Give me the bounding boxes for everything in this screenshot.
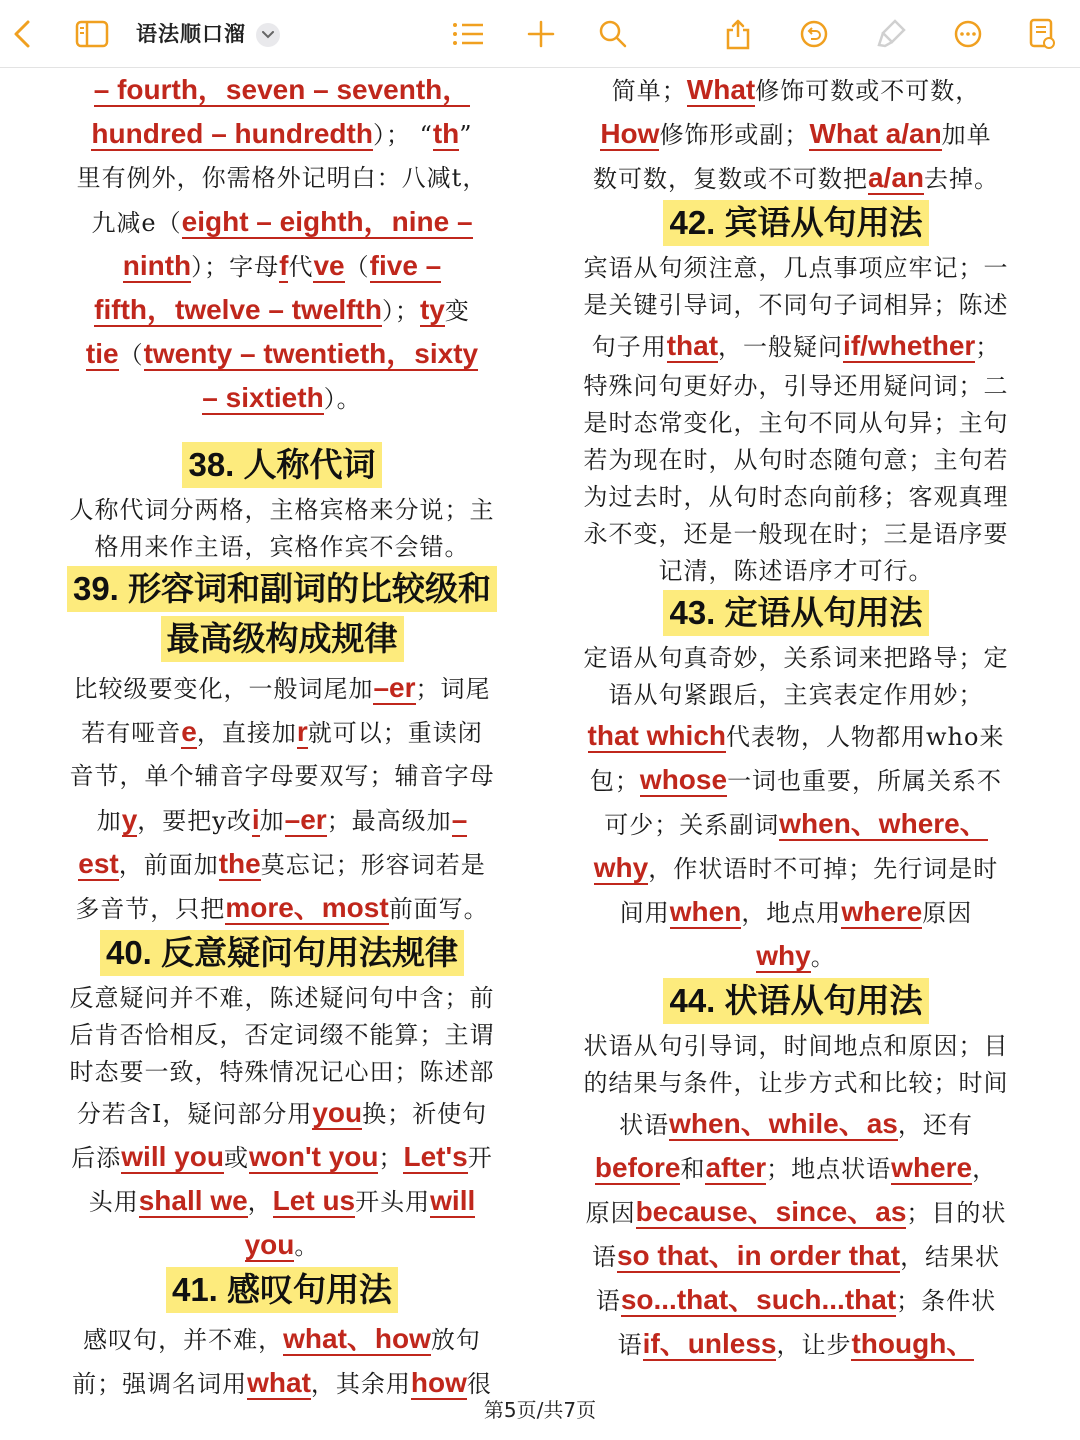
chinese-text: 一词也重要，所属关系不 xyxy=(727,767,1003,795)
english-term: ve xyxy=(313,250,345,281)
section-heading-text: 38. 人称代词 xyxy=(182,442,381,488)
english-term: when、where、 xyxy=(779,808,988,839)
text-line xyxy=(556,324,1036,368)
chinese-text: ；地点状语 xyxy=(766,1155,892,1183)
chinese-text: 里有例外，你需格外记明白：八减t， xyxy=(76,164,488,192)
text-line xyxy=(42,1179,522,1223)
english-term: tie xyxy=(85,338,119,369)
english-term: f xyxy=(279,250,289,281)
chinese-text: ， xyxy=(247,1188,273,1216)
section-heading xyxy=(42,1267,522,1317)
section-heading xyxy=(42,442,522,492)
chinese-text: 格用来作主语，宾格作宾不会错。 xyxy=(94,533,470,561)
english-term: why xyxy=(593,852,649,883)
more-icon[interactable] xyxy=(948,14,988,54)
english-term: will xyxy=(430,1185,476,1216)
english-term: est xyxy=(78,848,119,879)
text-line xyxy=(556,250,1036,287)
chinese-text: 状语 xyxy=(619,1111,670,1139)
chinese-text: ）； xyxy=(381,297,420,325)
undo-icon[interactable] xyxy=(794,14,834,54)
chinese-text: ，直接加 xyxy=(196,719,297,747)
text-line xyxy=(556,802,1036,846)
chinese-text: 代表物，人物都用who来 xyxy=(726,723,1005,751)
chinese-text: 反意疑问并不难，陈述疑问句中含；前 xyxy=(69,984,495,1012)
text-line xyxy=(556,368,1036,405)
chinese-text: 开 xyxy=(467,1144,493,1172)
text-line xyxy=(42,666,522,710)
chinese-text: 后肯否恰相反，否定词缀不能算；主谓 xyxy=(69,1021,495,1049)
share-icon[interactable] xyxy=(718,14,758,54)
chinese-text: ）。 xyxy=(323,385,362,413)
chinese-text: 放句 xyxy=(430,1326,481,1354)
chinese-text: 语 xyxy=(595,1287,621,1315)
english-term: where xyxy=(891,1152,973,1183)
english-term: what、how xyxy=(283,1323,431,1354)
chinese-text: 为过去时，从句时态向前移；客观真理 xyxy=(583,483,1009,511)
text-line xyxy=(556,1190,1036,1234)
english-term: ty xyxy=(419,294,445,325)
english-term: whose xyxy=(639,764,728,795)
english-term: th xyxy=(432,118,460,149)
section-heading-text: 41. 感叹句用法 xyxy=(166,1267,398,1313)
chinese-text: ，还有 xyxy=(897,1111,973,1139)
text-line xyxy=(556,677,1036,714)
section-heading-text: 42. 宾语从句用法 xyxy=(663,200,928,246)
search-icon[interactable] xyxy=(593,14,633,54)
text-line xyxy=(42,754,522,798)
chinese-text: 。 xyxy=(810,943,836,971)
english-term: e xyxy=(181,716,197,747)
english-term: you xyxy=(244,1229,295,1260)
text-line xyxy=(556,516,1036,553)
chinese-text: 原因 xyxy=(922,899,973,927)
plus-icon[interactable] xyxy=(521,14,561,54)
chinese-text: 前；强调名词用 xyxy=(72,1370,248,1398)
text-line xyxy=(556,1278,1036,1322)
text-line xyxy=(42,710,522,754)
english-term: How xyxy=(600,118,660,149)
english-term: the xyxy=(218,848,261,879)
chinese-text: 加 xyxy=(259,807,285,835)
english-term: if/whether xyxy=(843,330,976,361)
chinese-text: 语从句紧跟后，主宾表定作用妙； xyxy=(608,681,984,709)
page-indicator: 第5页/共7页 xyxy=(483,1398,597,1422)
chinese-text: 时态要一致，特殊情况记心田；陈述部 xyxy=(69,1058,495,1086)
english-term: so...that、such...that xyxy=(620,1284,897,1315)
chinese-text: （ xyxy=(344,253,370,281)
text-line xyxy=(42,112,522,156)
section-heading-text: 40. 反意疑问句用法规律 xyxy=(100,930,464,976)
text-line xyxy=(556,1322,1036,1366)
chinese-text: ，其余用 xyxy=(310,1370,411,1398)
english-term: – sixtieth xyxy=(202,382,324,413)
text-line xyxy=(42,376,522,420)
toolbar xyxy=(0,0,1080,68)
english-term: when、while、as xyxy=(669,1108,898,1139)
english-term: will you xyxy=(121,1141,224,1172)
text-line xyxy=(556,156,1036,200)
english-term: more、most xyxy=(225,892,389,923)
english-term: because、since、as xyxy=(635,1196,907,1227)
chinese-text: 分若含I，疑问部分用 xyxy=(76,1100,313,1128)
text-line xyxy=(42,886,522,930)
chevron-down-icon[interactable] xyxy=(256,23,280,47)
english-term: when xyxy=(669,896,742,927)
chinese-text: 九减e（ xyxy=(91,209,182,237)
text-line xyxy=(42,244,522,288)
english-term: –er xyxy=(284,804,327,835)
chinese-text: （ xyxy=(118,341,144,369)
chinese-text: 句子用 xyxy=(591,333,667,361)
chinese-text: ； xyxy=(975,333,1001,361)
chinese-text: 很 xyxy=(466,1370,492,1398)
text-line xyxy=(556,287,1036,324)
english-term: though、 xyxy=(851,1328,975,1359)
chinese-text: 后添 xyxy=(71,1144,122,1172)
chinese-text: 永不变，还是一般现在时；三是语序要 xyxy=(583,520,1009,548)
english-term: won't you xyxy=(248,1141,379,1172)
chinese-text: ，要把y改 xyxy=(137,807,252,835)
text-line xyxy=(42,529,522,566)
chinese-text: 或 xyxy=(223,1144,249,1172)
text-line xyxy=(556,112,1036,156)
chinese-text: 加 xyxy=(96,807,122,835)
chinese-text: ；目的状 xyxy=(906,1199,1007,1227)
section-heading-text: 44. 状语从句用法 xyxy=(663,978,928,1024)
chinese-text: 头用 xyxy=(88,1188,139,1216)
english-term: that which xyxy=(587,720,726,751)
sidebar-icon[interactable] xyxy=(72,14,112,54)
english-term: why xyxy=(756,940,811,971)
chinese-text: ；最高级加 xyxy=(326,807,452,835)
english-term: ninth xyxy=(122,250,192,281)
english-term: –er xyxy=(373,672,416,703)
left-column xyxy=(42,68,522,1405)
highlighter-icon[interactable] xyxy=(871,14,911,54)
chinese-text: ；词尾 xyxy=(415,675,491,703)
text-line xyxy=(556,934,1036,978)
chinese-text: 变 xyxy=(444,297,470,325)
chinese-text: ” xyxy=(459,121,473,149)
document-page xyxy=(0,68,1080,1440)
text-line xyxy=(42,492,522,529)
chinese-text: ， xyxy=(972,1155,998,1183)
english-term: What xyxy=(686,74,756,105)
chinese-text: 人称代词分两格，主格宾格来分说；主 xyxy=(69,496,495,524)
chinese-text: ）； “ xyxy=(372,121,433,149)
english-term: that xyxy=(666,330,719,361)
chinese-text: 宾语从句须注意，几点事项应牢记；一 xyxy=(583,254,1009,282)
text-line xyxy=(556,1028,1036,1065)
text-line xyxy=(556,714,1036,758)
chinese-text: 感叹句，并不难， xyxy=(83,1326,284,1354)
text-line xyxy=(556,890,1036,934)
text-line xyxy=(42,200,522,244)
english-term: you xyxy=(312,1097,363,1128)
text-line xyxy=(556,1234,1036,1278)
chinese-text: 加单 xyxy=(941,121,992,149)
section-heading xyxy=(42,616,522,666)
chinese-text: 多音节，只把 xyxy=(75,895,226,923)
chinese-text: ； xyxy=(378,1144,404,1172)
chinese-text: ，让步 xyxy=(776,1331,852,1359)
english-term: Let us xyxy=(272,1185,356,1216)
english-term: before xyxy=(594,1152,681,1183)
english-term: r xyxy=(296,716,308,747)
chinese-text: 。 xyxy=(294,1232,320,1260)
english-term: What a/an xyxy=(809,118,942,149)
english-term: five – xyxy=(369,250,442,281)
chinese-text: 原因 xyxy=(585,1199,636,1227)
text-line xyxy=(556,68,1036,112)
text-line xyxy=(42,156,522,200)
english-term: Let's xyxy=(403,1141,468,1172)
english-term: eight – eighth，nine – xyxy=(181,206,473,237)
text-line xyxy=(556,1102,1036,1146)
chinese-text: 莫忘记；形容词若是 xyxy=(260,851,486,879)
right-column xyxy=(556,68,1036,1366)
text-line xyxy=(42,1223,522,1267)
chinese-text: 换；祈使句 xyxy=(362,1100,488,1128)
text-line xyxy=(42,1317,522,1361)
chinese-text: 开头用 xyxy=(355,1188,431,1216)
text-line xyxy=(42,1135,522,1179)
chinese-text: 状语从句引导词，时间地点和原因；目 xyxy=(583,1032,1009,1060)
text-line xyxy=(556,846,1036,890)
text-line xyxy=(556,640,1036,677)
chinese-text: 间用 xyxy=(619,899,670,927)
chinese-text: 语 xyxy=(617,1331,643,1359)
english-term: how xyxy=(410,1367,467,1398)
english-term: if、unless xyxy=(642,1328,777,1359)
chinese-text: ，前面加 xyxy=(118,851,219,879)
text-line xyxy=(556,1065,1036,1102)
english-term: where xyxy=(841,896,923,927)
text-line xyxy=(42,980,522,1017)
english-term: after xyxy=(705,1152,767,1183)
chinese-text: 简单； xyxy=(611,77,687,105)
notes-icon[interactable] xyxy=(1022,14,1062,54)
english-term: so that、in order that xyxy=(616,1240,901,1271)
section-heading xyxy=(42,930,522,980)
text-line xyxy=(42,1017,522,1054)
chinese-text: 是关键引导词，不同句子词相异；陈述 xyxy=(583,291,1009,319)
section-heading xyxy=(556,978,1036,1028)
chinese-text: ，结果状 xyxy=(900,1243,1001,1271)
chinese-text: 定语从句真奇妙，关系词来把路导；定 xyxy=(583,644,1009,672)
chinese-text: ，地点用 xyxy=(741,899,842,927)
text-line xyxy=(556,405,1036,442)
text-line xyxy=(42,68,522,112)
section-heading-text: 43. 定语从句用法 xyxy=(663,590,928,636)
text-line xyxy=(42,798,522,842)
text-line xyxy=(42,842,522,886)
english-term: – fourth，seven – seventh， xyxy=(93,74,471,105)
text-line xyxy=(42,332,522,376)
chinese-text: 就可以；重读闭 xyxy=(307,719,483,747)
chinese-text: ，一般疑问 xyxy=(718,333,844,361)
chinese-text: 可少；关系副词 xyxy=(604,811,780,839)
english-term: shall we xyxy=(138,1185,248,1216)
text-line xyxy=(556,442,1036,479)
text-line xyxy=(42,288,522,332)
chinese-text: 修饰可数或不可数， xyxy=(755,77,981,105)
text-line xyxy=(556,758,1036,802)
list-icon[interactable] xyxy=(448,14,488,54)
text-line xyxy=(42,1054,522,1091)
chinese-text: ）；字母 xyxy=(191,253,280,281)
section-heading xyxy=(556,590,1036,640)
text-line xyxy=(556,479,1036,516)
chinese-text: 数可数，复数或不可数把 xyxy=(592,165,868,193)
english-term: – xyxy=(451,804,468,835)
english-term: what xyxy=(247,1367,311,1398)
english-term: a/an xyxy=(867,162,925,193)
chinese-text: 若为现在时，从句时态随句意；主句若 xyxy=(583,446,1009,474)
chinese-text: 的结果与条件，让步方式和比较；时间 xyxy=(583,1069,1009,1097)
chinese-text: 记清，陈述语序才可行。 xyxy=(658,557,934,585)
chinese-text: 比较级要变化，一般词尾加 xyxy=(73,675,374,703)
chinese-text: ，作状语时不可掉；先行词是时 xyxy=(648,855,999,883)
chinese-text: 语 xyxy=(591,1243,617,1271)
section-heading xyxy=(42,566,522,616)
section-heading-text: 39. 形容词和副词的比较级和 xyxy=(67,566,497,612)
chinese-text: 代 xyxy=(288,253,314,281)
english-term: i xyxy=(251,804,260,835)
text-line xyxy=(42,1091,522,1135)
chinese-text: 若有哑音 xyxy=(81,719,182,747)
chevron-left-icon[interactable] xyxy=(2,14,42,54)
text-line xyxy=(556,553,1036,590)
english-term: hundred – hundredth xyxy=(91,118,373,149)
chinese-text: 修饰形或副； xyxy=(659,121,810,149)
spacer xyxy=(42,420,522,442)
section-heading-text: 最高级构成规律 xyxy=(161,616,404,662)
chinese-text: 音节，单个辅音字母要双写；辅音字母 xyxy=(69,762,495,790)
section-heading xyxy=(556,200,1036,250)
text-line xyxy=(556,1146,1036,1190)
english-term: twenty – twentieth，sixty xyxy=(143,338,479,369)
chinese-text: 和 xyxy=(680,1155,706,1183)
chinese-text: 前面写。 xyxy=(388,895,489,923)
chinese-text: 去掉。 xyxy=(924,165,1000,193)
chinese-text: 特殊问句更好办，引导还用疑问词；二 xyxy=(583,372,1009,400)
english-term: y xyxy=(121,804,138,835)
english-term: fifth，twelve – twelfth xyxy=(94,294,382,325)
chinese-text: 是时态常变化，主句不同从句异；主句 xyxy=(583,409,1009,437)
chinese-text: ；条件状 xyxy=(896,1287,997,1315)
document-title[interactable]: 语法顺口溜 xyxy=(136,22,246,46)
chinese-text: 包； xyxy=(589,767,640,795)
